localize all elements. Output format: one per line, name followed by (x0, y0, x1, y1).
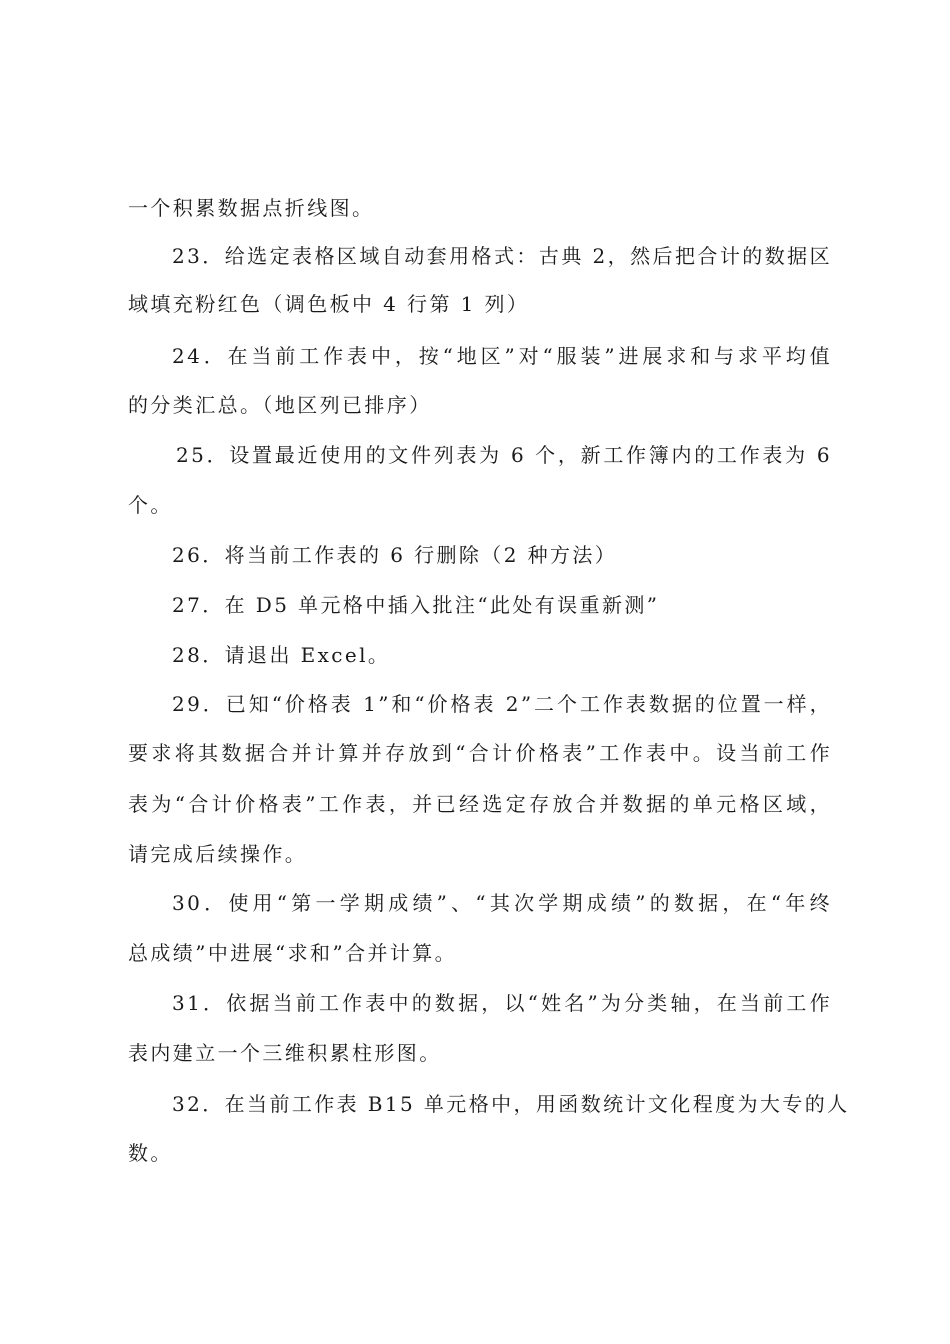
text-line: 27．在 D5 单元格中插入批注“此处有误重新测” (172, 593, 660, 617)
text-line: 30．使用“第一学期成绩”、“其次学期成绩”的数据，在“年终 (172, 891, 832, 915)
text-line: 总成绩”中进展“求和”合并计算。 (128, 941, 458, 965)
text-line: 28．请退出 Excel。 (172, 643, 391, 667)
text-line: 25．设置最近使用的文件列表为 6 个，新工作簿内的工作表为 6 (176, 443, 832, 467)
text-line: 域填充粉红色（调色板中 4 行第 1 列） (128, 292, 530, 316)
text-line: 的分类汇总。（地区列已排序） (128, 393, 432, 417)
text-line: 数。 (128, 1141, 173, 1165)
text-line: 29．已知“价格表 1”和“价格表 2”二个工作表数据的位置一样， (172, 692, 832, 716)
text-line: 23．给选定表格区域自动套用格式：古典 2，然后把合计的数据区 (172, 244, 832, 268)
text-line: 32．在当前工作表 B15 单元格中，用函数统计文化程度为大专的人 (172, 1092, 850, 1116)
text-line: 24．在当前工作表中，按“地区”对“服装”进展求和与求平均值 (172, 344, 832, 368)
text-line: 26．将当前工作表的 6 行删除（2 种方法） (172, 543, 618, 567)
text-line: 表内建立一个三维积累柱形图。 (128, 1041, 442, 1065)
text-line: 要求将其数据合并计算并存放到“合计价格表”工作表中。设当前工作 (128, 741, 832, 765)
text-line: 个。 (128, 493, 173, 517)
text-line: 31．依据当前工作表中的数据，以“姓名”为分类轴，在当前工作 (172, 991, 832, 1015)
text-line: 表为“合计价格表”工作表，并已经选定存放合并数据的单元格区域， (128, 792, 832, 816)
text-line: 一个积累数据点折线图。 (128, 196, 375, 220)
text-line: 请完成后续操作。 (128, 842, 308, 866)
